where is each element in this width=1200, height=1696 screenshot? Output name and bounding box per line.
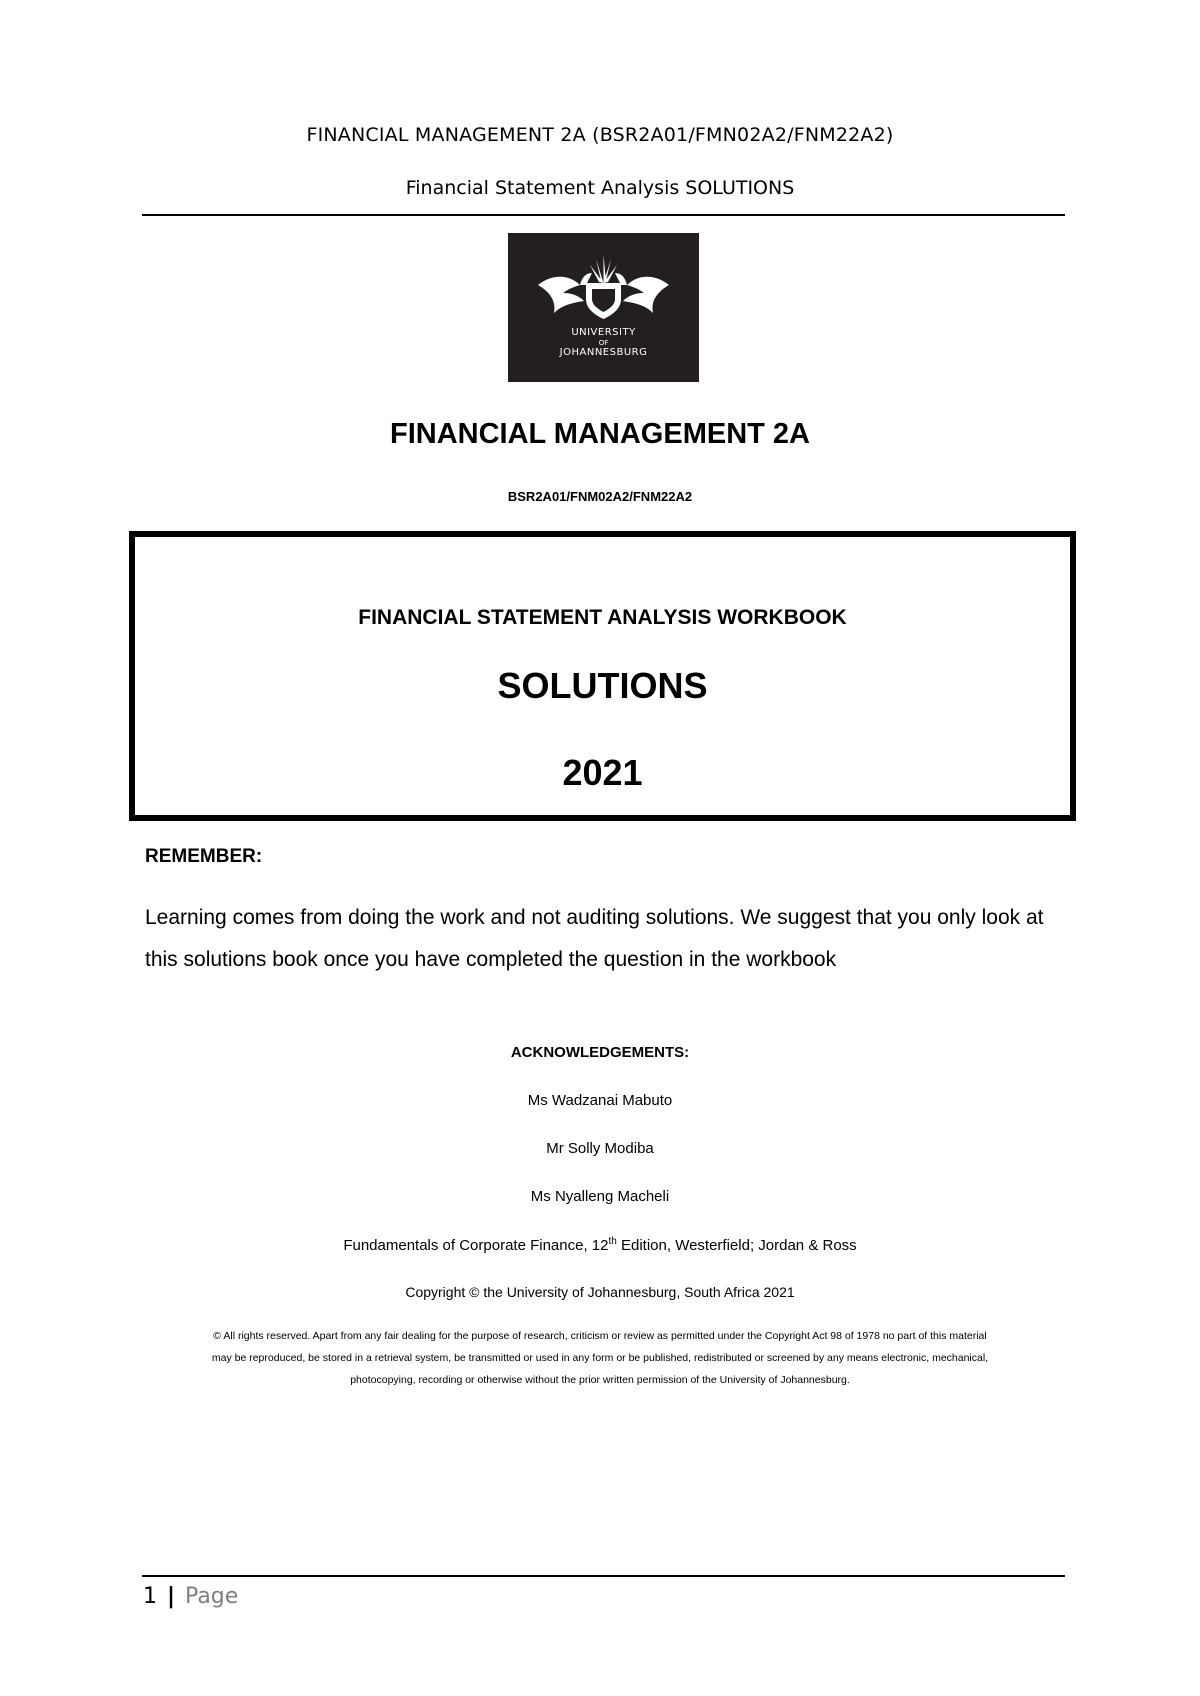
university-logo	[508, 233, 699, 382]
page-label: Page	[185, 1584, 239, 1609]
reference-text-end: Edition, Westerfield; Jordan & Ross	[616, 1237, 857, 1254]
workbook-subtitle: FINANCIAL STATEMENT ANALYSIS WORKBOOK	[358, 606, 847, 629]
reference-superscript: th	[608, 1236, 617, 1247]
running-header-subtitle: Financial Statement Analysis SOLUTIONS	[405, 177, 795, 199]
header-divider	[142, 214, 1065, 216]
page-number: 1	[143, 1584, 157, 1609]
rights-notice: © All rights reserved. Apart from any fair dealing for the purpose of research, criticism or review as permitted under the Copyright Act 98 of 1978 no part of this material may be reproduced, be stored in a retrieval system, be transmitted or used in any form or be published, redistributed or screened by any means electronic, mechanical, photocopying, recording or otherwise without the prior written permission of the University of Johannesburg.	[211, 1330, 989, 1386]
logo-text-of: OF	[598, 339, 609, 347]
page-footer	[143, 1584, 238, 1609]
footer-separator: |	[167, 1584, 176, 1609]
document-title: FINANCIAL MANAGEMENT 2A	[390, 418, 810, 450]
copyright-line: Copyright © the University of Johannesburg, South Africa 2021	[405, 1284, 795, 1300]
remember-heading: REMEMBER:	[145, 846, 263, 867]
running-header-title: FINANCIAL MANAGEMENT 2A (BSR2A01/FMN02A2/FNM22A2)	[306, 124, 894, 146]
reference-text: Fundamentals of Corporate Finance, 12	[343, 1237, 609, 1254]
remember-paragraph: Learning comes from doing the work and not auditing solutions. We suggest that you only look at this solutions book once you have completed the question in the workbook	[145, 906, 1044, 971]
logo-text-university: UNIVERSITY	[571, 327, 636, 338]
logo-text-johannesburg: JOHANNESBURG	[559, 347, 648, 358]
solutions-heading: SOLUTIONS	[497, 665, 708, 706]
acknowledged-person: Ms Wadzanai Mabuto	[527, 1092, 673, 1109]
acknowledged-person: Mr Solly Modiba	[546, 1140, 654, 1157]
course-codes: BSR2A01/FNM02A2/FNM22A2	[507, 489, 693, 504]
acknowledgements-heading: ACKNOWLEDGEMENTS:	[510, 1044, 690, 1061]
textbook-reference	[0, 1236, 1200, 1254]
year-heading: 2021	[562, 752, 643, 793]
crest-icon	[508, 233, 699, 382]
acknowledged-person: Ms Nyalleng Macheli	[530, 1188, 670, 1205]
footer-divider	[142, 1575, 1065, 1577]
